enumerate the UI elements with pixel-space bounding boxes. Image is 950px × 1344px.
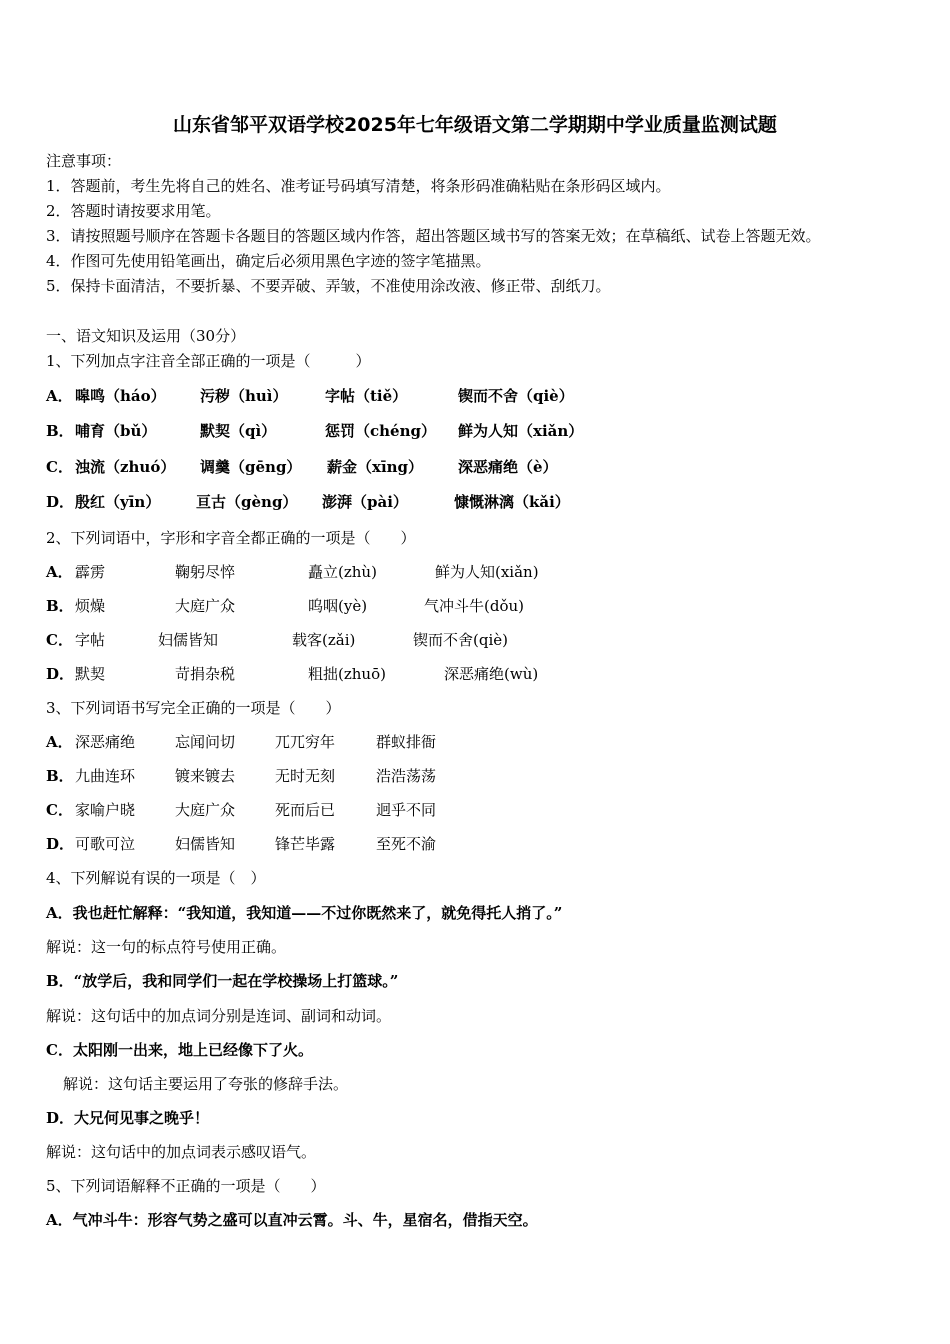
option-letter: D． [46, 835, 75, 853]
question-3-stem: 3、下列词语书写完全正确的一项是（ ） [46, 699, 341, 717]
option-item: 哺育（bǔ） [75, 422, 157, 440]
option-item: 呜咽(yè) [308, 597, 368, 615]
option-item: 气冲斗牛(dǒu) [424, 597, 524, 615]
explanation-line: 解说：这句话中的加点词表示感叹语气。 [46, 1143, 317, 1161]
option-item: 深恶痛绝 [75, 733, 136, 751]
option-letter: B． [46, 597, 74, 615]
option-item: 调羹（gēng） [200, 458, 302, 476]
option-item: 烦燥 [75, 597, 106, 615]
section-heading: 一、语文知识及运用（30分） [46, 327, 246, 345]
option-letter: C． [46, 458, 73, 476]
question-1-stem: 1、下列加点字注音全部正确的一项是（ ） [46, 352, 371, 370]
option-item: 默契（qì） [200, 422, 277, 440]
option-item: 死而后已 [275, 801, 336, 819]
option-item: 忘闻问切 [175, 733, 236, 751]
explanation-line: 解说：这句话中的加点词分别是连词、副词和动词。 [46, 1007, 392, 1025]
option-item: 矗立(zhù) [308, 563, 377, 581]
option-item: 锲而不舍（qiè） [458, 387, 574, 405]
option-item: 大庭广众 [175, 597, 236, 615]
option-line: D．大兄何见事之晚乎！ [46, 1109, 210, 1127]
note-item: 1．答题前，考生先将自己的姓名、准考证号码填写清楚，将条形码准确粘贴在条形码区域内。 [46, 177, 671, 195]
option-item: 妇儒皆知 [175, 835, 236, 853]
option-item: 无时无刻 [275, 767, 336, 785]
option-item: 九曲连环 [75, 767, 136, 785]
option-item: 可歌可泣 [75, 835, 136, 853]
option-item: 污秽（huì） [200, 387, 288, 405]
option-item: 兀兀穷年 [275, 733, 336, 751]
option-item: 大庭广众 [175, 801, 236, 819]
option-item: 锲而不舍(qiè) [413, 631, 508, 649]
option-letter: D． [46, 493, 75, 511]
explanation-line: 解说：这一句的标点符号使用正确。 [46, 938, 287, 956]
option-line: A．气冲斗牛：形容气势之盛可以直冲云霄。斗、牛，星宿名，借指天空。 [46, 1211, 538, 1229]
option-item: 字帖（tiě） [325, 387, 408, 405]
option-item: 妇儒皆知 [158, 631, 219, 649]
note-item: 2．答题时请按要求用笔。 [46, 202, 221, 220]
note-item: 3．请按照题号顺序在答题卡各题目的答题区域内作答，超出答题区域书写的答案无效；在草稿纸、试卷上答题无效。 [46, 227, 821, 245]
option-item: 家喻户晓 [75, 801, 136, 819]
option-item: 镀来镀去 [175, 767, 236, 785]
note-item: 4．作图可先使用铅笔画出，确定后必须用黑色字迹的签字笔描黑。 [46, 252, 491, 270]
option-item: 澎湃（pài） [322, 493, 408, 511]
note-item: 5．保持卡面清洁，不要折暴、不要弄破、弄皱，不准使用涂改液、修正带、刮纸刀。 [46, 277, 611, 295]
option-item: 群蚁排衙 [376, 733, 437, 751]
page-title: 山东省邹平双语学校2025年七年级语文第二学期期中学业质量监测试题 [173, 114, 777, 136]
option-line: C．太阳刚一出来，地上已经像下了火。 [46, 1041, 313, 1059]
option-item: 鲜为人知(xiǎn) [435, 563, 539, 581]
option-item: 亘古（gèng） [196, 493, 298, 511]
option-item: 鞠躬尽悴 [175, 563, 236, 581]
option-letter: A． [46, 733, 73, 751]
option-letter: C． [46, 631, 73, 649]
option-letter: A． [46, 563, 73, 581]
option-item: 慷慨淋漓（kǎi） [454, 493, 570, 511]
option-item: 深恶痛绝(wù) [444, 665, 539, 683]
notes-heading: 注意事项： [46, 152, 122, 170]
option-item: 浩浩荡荡 [376, 767, 437, 785]
option-item: 默契 [75, 665, 106, 683]
option-item: 惩罚（chéng） [325, 422, 436, 440]
option-item: 迥乎不同 [376, 801, 437, 819]
option-item: 深恶痛绝（è） [458, 458, 558, 476]
option-item: 至死不渝 [376, 835, 437, 853]
option-item: 苛捐杂税 [175, 665, 236, 683]
question-2-stem: 2、下列词语中，字形和字音全都正确的一项是（ ） [46, 529, 416, 547]
option-item: 霹雳 [75, 563, 106, 581]
option-letter: B． [46, 767, 74, 785]
option-letter: B． [46, 422, 74, 440]
option-item: 粗拙(zhuō) [308, 665, 386, 683]
option-letter: C． [46, 801, 73, 819]
option-line: B．“放学后，我和同学们一起在学校操场上打篮球。” [46, 972, 399, 990]
option-item: 鲜为人知（xiǎn） [458, 422, 584, 440]
option-item: 载客(zǎi) [292, 631, 356, 649]
option-line: A．我也赶忙解释：“我知道，我知道——不过你既然来了，就免得托人捎了。” [46, 904, 563, 922]
explanation-line: 解说：这句话主要运用了夸张的修辞手法。 [63, 1075, 349, 1093]
option-letter: D． [46, 665, 75, 683]
option-item: 嗥鸣（háo） [75, 387, 166, 405]
option-item: 殷红（yīn） [75, 493, 161, 511]
question-4-stem: 4、下列解说有误的一项是（ ） [46, 869, 266, 887]
option-item: 字帖 [75, 631, 106, 649]
option-letter: A． [46, 387, 73, 405]
option-item: 浊流（zhuó） [75, 458, 176, 476]
option-item: 锋芒毕露 [275, 835, 336, 853]
option-item: 薪金（xīng） [327, 458, 424, 476]
question-5-stem: 5、下列词语解释不正确的一项是（ ） [46, 1177, 326, 1195]
